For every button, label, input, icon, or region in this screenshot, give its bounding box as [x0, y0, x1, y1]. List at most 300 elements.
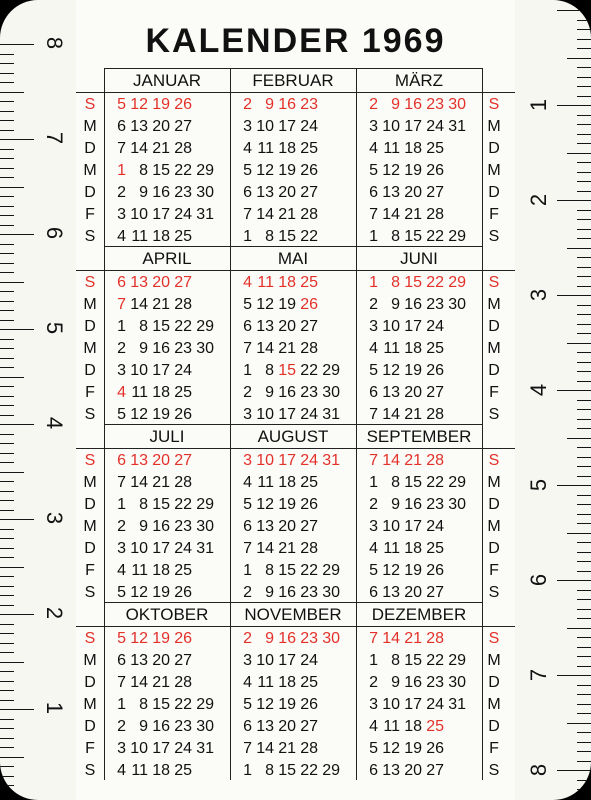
day-row: 4 11 18 25 [369, 140, 444, 157]
day-row: 7 14 21 28 [117, 296, 192, 313]
weekday-label: S [84, 274, 96, 291]
ruler-tick [567, 628, 591, 629]
ruler-tick [0, 263, 14, 264]
ruler-tick [567, 153, 591, 154]
ruler-tick [577, 134, 591, 135]
ruler-tick [0, 405, 14, 406]
ruler-tick [0, 728, 14, 729]
ruler-tick [567, 723, 591, 724]
day-row: 2 9 16 23 30 [117, 518, 214, 535]
ruler-tick [0, 282, 24, 283]
day-row: 4 11 18 25 [243, 140, 318, 157]
day-row: 4 11 18 25 [243, 474, 318, 491]
ruler-tick [0, 215, 14, 216]
ruler-tick [0, 158, 14, 159]
day-row: 4 11 18 25 [117, 562, 192, 579]
weekday-label: M [487, 118, 501, 135]
weekday-label: D [488, 318, 500, 335]
weekday-label: D [488, 540, 500, 557]
grid-hline [104, 68, 482, 69]
day-row: 5 12 19 26 [117, 630, 192, 647]
month-name: APRIL [142, 249, 192, 268]
ruler-tick [0, 567, 24, 568]
day-row: 3 10 17 24 31 [369, 118, 466, 135]
ruler-tick [577, 362, 591, 363]
weekday-label: S [84, 452, 96, 469]
ruler-tick [0, 386, 14, 387]
ruler-tick [577, 86, 591, 87]
ruler-tick [577, 466, 591, 467]
weekday-label: D [488, 674, 500, 691]
ruler-tick [0, 310, 14, 311]
day-row: 7 14 21 28 [369, 206, 444, 223]
ruler-tick [0, 177, 14, 178]
day-row: 3 10 17 24 [243, 652, 318, 669]
ruler-number: 5 [42, 321, 68, 335]
ruler-tick [577, 29, 591, 30]
day-row: 2 9 16 23 30 [369, 496, 466, 513]
ruler-tick [577, 476, 591, 477]
weekday-label: M [487, 652, 501, 669]
ruler-tick [0, 576, 14, 577]
ruler-tick [0, 234, 34, 235]
day-row: 2 9 16 23 30 [369, 296, 466, 313]
ruler-tick [0, 443, 14, 444]
ruler-number: 8 [42, 36, 68, 50]
ruler-tick [557, 295, 591, 296]
day-row: 7 14 21 28 [369, 630, 444, 647]
ruler-tick [577, 238, 591, 239]
ruler-tick [577, 96, 591, 97]
calendar-title: KALENDER 1969 [145, 22, 446, 60]
day-row: 6 13 20 27 [369, 184, 444, 201]
weekday-label: F [85, 740, 95, 757]
ruler-tick [577, 371, 591, 372]
weekday-label: D [84, 718, 96, 735]
ruler-tick [0, 510, 14, 511]
day-row: 2 9 16 23 30 [117, 184, 214, 201]
ruler-tick [0, 291, 14, 292]
ruler-tick [577, 400, 591, 401]
ruler-number: 5 [526, 478, 552, 492]
ruler-tick [577, 618, 591, 619]
ruler-tick [577, 77, 591, 78]
ruler-number: 7 [42, 131, 68, 145]
ruler-tick [577, 685, 591, 686]
day-row: 1 8 15 22 29 [369, 652, 466, 669]
ruler-tick [0, 329, 34, 330]
ruler-tick [577, 409, 591, 410]
day-row: 6 13 20 27 [243, 518, 318, 535]
grid-hline [76, 626, 515, 627]
day-row: 6 13 20 27 [117, 652, 192, 669]
weekday-label: F [85, 206, 95, 223]
ruler-tick [0, 377, 24, 378]
day-row: 5 12 19 26 [369, 362, 444, 379]
weekday-label: M [83, 340, 97, 357]
ruler-tick [577, 324, 591, 325]
ruler-tick [557, 675, 591, 676]
ruler-tick [0, 301, 14, 302]
weekday-label: M [487, 296, 501, 313]
weekday-label: M [487, 162, 501, 179]
ruler-tick [577, 789, 591, 790]
day-row: 2 9 16 23 30 [117, 340, 214, 357]
ruler-tick [0, 63, 14, 64]
ruler-tick [557, 10, 591, 11]
ruler-tick [577, 561, 591, 562]
ruler-tick [567, 248, 591, 249]
day-row: 2 9 16 23 30 [369, 674, 466, 691]
ruler-number: 8 [526, 763, 552, 777]
ruler-tick [0, 557, 14, 558]
weekday-label: M [83, 696, 97, 713]
weekday-label: M [83, 118, 97, 135]
ruler-tick [577, 352, 591, 353]
day-row: 1 8 15 22 29 [243, 362, 340, 379]
weekday-label: F [85, 562, 95, 579]
ruler-tick [0, 795, 14, 796]
day-row: 3 10 17 24 31 [243, 452, 340, 469]
ruler-tick [0, 662, 24, 663]
month-name: MÄRZ [394, 71, 444, 90]
weekday-label: S [84, 630, 96, 647]
ruler-tick [0, 519, 34, 520]
ruler-tick [0, 529, 14, 530]
day-row: 4 11 18 25 [369, 540, 444, 557]
ruler-tick [0, 187, 24, 188]
ruler-tick [0, 272, 14, 273]
ruler-tick [0, 139, 34, 140]
ruler-tick [0, 149, 14, 150]
ruler-tick [0, 652, 14, 653]
ruler-tick [557, 485, 591, 486]
ruler-tick [0, 244, 14, 245]
ruler-tick [557, 770, 591, 771]
day-row: 1 8 15 22 29 [243, 762, 340, 779]
grid-hline [104, 424, 482, 425]
day-row: 5 12 19 26 [369, 162, 444, 179]
weekday-label: M [83, 518, 97, 535]
month-name: AUGUST [257, 427, 329, 446]
ruler-tick [0, 434, 14, 435]
day-row: 4 11 18 25 [243, 274, 318, 291]
ruler-tick [577, 704, 591, 705]
month-name: SEPTEMBER [366, 427, 472, 446]
ruler-tick [557, 200, 591, 201]
weekday-label: S [488, 584, 500, 601]
ruler-tick [577, 229, 591, 230]
ruler-tick [567, 438, 591, 439]
day-row: 1 8 15 22 29 [117, 318, 214, 335]
grid-hline [104, 246, 482, 247]
ruler-tick [567, 343, 591, 344]
month-name: MAI [277, 249, 309, 268]
weekday-label: S [488, 406, 500, 423]
ruler-tick [0, 500, 14, 501]
ruler-number: 1 [526, 98, 552, 112]
day-row: 4 11 18 25 [117, 384, 192, 401]
ruler-tick [567, 58, 591, 59]
weekday-label: S [84, 584, 96, 601]
day-row: 1 8 15 22 29 [117, 696, 214, 713]
day-row: 3 10 17 24 [117, 362, 192, 379]
weekday-label: D [84, 674, 96, 691]
ruler-tick [577, 599, 591, 600]
day-row: 5 12 19 26 [117, 96, 192, 113]
ruler-tick [577, 191, 591, 192]
weekday-label: M [487, 696, 501, 713]
ruler-tick [577, 67, 591, 68]
day-row: 3 10 17 24 [369, 518, 444, 535]
day-row: 5 12 19 26 [243, 696, 318, 713]
ruler-tick [577, 742, 591, 743]
weekday-label: S [488, 274, 500, 291]
ruler-tick [577, 552, 591, 553]
ruler-tick [0, 776, 14, 777]
ruler-tick [0, 719, 14, 720]
weekday-label: M [487, 518, 501, 535]
grid-hline [76, 92, 515, 93]
ruler-tick [0, 358, 14, 359]
day-row: 1 8 15 22 29 [243, 562, 340, 579]
ruler-number: 2 [42, 606, 68, 620]
weekday-label: S [488, 630, 500, 647]
weekday-label: D [84, 140, 96, 157]
ruler-tick [0, 595, 14, 596]
weekday-label: M [83, 162, 97, 179]
day-row: 3 10 17 24 [243, 118, 318, 135]
day-row: 7 14 21 28 [369, 452, 444, 469]
ruler-tick [0, 453, 14, 454]
day-row: 4 11 18 25 [243, 674, 318, 691]
ruler-tick [0, 130, 14, 131]
month-name: NOVEMBER [244, 605, 342, 624]
day-row: 5 12 19 26 [369, 562, 444, 579]
weekday-label: M [487, 340, 501, 357]
month-name: JUNI [400, 249, 438, 268]
calendar-body [76, 0, 515, 800]
ruler-tick [0, 548, 14, 549]
day-row: 6 13 20 27 [369, 762, 444, 779]
ruler-tick [577, 523, 591, 524]
grid-hline [76, 270, 515, 271]
ruler-number: 3 [526, 288, 552, 302]
day-row: 4 11 18 25 [369, 340, 444, 357]
weekday-label: M [83, 474, 97, 491]
day-row: 1 8 15 22 29 [369, 274, 466, 291]
day-row: 7 14 21 28 [117, 674, 192, 691]
ruler-tick [577, 542, 591, 543]
weekday-label: D [488, 496, 500, 513]
ruler-tick [577, 447, 591, 448]
weekday-label: F [85, 384, 95, 401]
ruler-number: 6 [42, 226, 68, 240]
day-row: 3 10 17 24 31 [369, 696, 466, 713]
ruler-tick [0, 424, 34, 425]
ruler-tick [0, 681, 14, 682]
day-row: 4 11 18 25 [117, 228, 192, 245]
ruler-tick [577, 656, 591, 657]
grid-vline [482, 68, 483, 780]
weekday-label: F [489, 740, 499, 757]
ruler-tick [577, 419, 591, 420]
day-row: 1 8 15 22 29 [369, 228, 466, 245]
ruler-tick [0, 101, 14, 102]
day-row: 3 10 17 24 31 [117, 540, 214, 557]
ruler-number: 4 [526, 383, 552, 397]
weekday-label: M [487, 474, 501, 491]
day-row: 7 14 21 28 [369, 406, 444, 423]
day-row: 7 14 21 28 [243, 206, 318, 223]
ruler-tick [0, 747, 14, 748]
ruler-right [515, 0, 591, 800]
weekday-label: D [488, 718, 500, 735]
day-row: 3 10 17 24 31 [117, 740, 214, 757]
ruler-tick [577, 495, 591, 496]
ruler-tick [577, 457, 591, 458]
weekday-label: D [84, 318, 96, 335]
ruler-tick [557, 390, 591, 391]
weekday-label: D [84, 184, 96, 201]
ruler-tick [577, 305, 591, 306]
day-row: 2 9 16 23 30 [243, 384, 340, 401]
ruler-tick [0, 415, 14, 416]
ruler-tick [0, 54, 14, 55]
ruler-tick [577, 637, 591, 638]
ruler-tick [577, 267, 591, 268]
weekday-label: D [488, 184, 500, 201]
day-row: 3 10 17 24 [369, 318, 444, 335]
day-row: 2 9 16 23 30 [369, 96, 466, 113]
day-row: 6 13 20 27 [243, 718, 318, 735]
day-row: 3 10 17 24 31 [117, 206, 214, 223]
weekday-label: D [84, 496, 96, 513]
ruler-tick [577, 286, 591, 287]
ruler-tick [0, 120, 14, 121]
month-name: DEZEMBER [371, 605, 467, 624]
month-name: FEBRUAR [252, 71, 334, 90]
ruler-number: 4 [42, 416, 68, 430]
ruler-tick [577, 751, 591, 752]
weekday-label: M [83, 296, 97, 313]
ruler-tick [577, 210, 591, 211]
ruler-tick [0, 367, 14, 368]
ruler-tick [577, 504, 591, 505]
ruler-tick [0, 700, 14, 701]
ruler-tick [0, 111, 14, 112]
ruler-tick [577, 428, 591, 429]
ruler-tick [0, 168, 14, 169]
ruler-tick [577, 219, 591, 220]
ruler-tick [577, 162, 591, 163]
weekday-label: F [489, 562, 499, 579]
weekday-label: S [488, 452, 500, 469]
ruler-tick [0, 396, 14, 397]
ruler-tick [0, 481, 14, 482]
day-row: 6 13 20 27 [243, 318, 318, 335]
ruler-tick [0, 538, 14, 539]
ruler-number: 6 [526, 573, 552, 587]
weekday-label: S [84, 96, 96, 113]
ruler-tick [567, 533, 591, 534]
grid-hline [104, 602, 482, 603]
ruler-tick [0, 605, 14, 606]
weekday-label: D [488, 140, 500, 157]
ruler-tick [0, 225, 14, 226]
weekday-label: D [488, 362, 500, 379]
month-name: JANUAR [132, 71, 201, 90]
ruler-tick [0, 690, 14, 691]
ruler-tick [0, 491, 14, 492]
ruler-tick [0, 671, 14, 672]
ruler-tick [0, 339, 14, 340]
day-row: 7 14 21 28 [117, 474, 192, 491]
day-row: 6 13 20 27 [117, 452, 192, 469]
ruler-tick [577, 20, 591, 21]
ruler-tick [0, 196, 14, 197]
weekday-label: F [489, 206, 499, 223]
ruler-tick [577, 124, 591, 125]
ruler-tick [0, 709, 34, 710]
day-row: 1 8 15 22 29 [369, 474, 466, 491]
day-row: 5 12 19 26 [369, 740, 444, 757]
month-name: OKTOBER [125, 605, 209, 624]
ruler-tick [577, 115, 591, 116]
day-row: 2 9 16 23 30 [243, 630, 340, 647]
day-row: 7 14 21 28 [243, 740, 318, 757]
weekday-label: D [84, 362, 96, 379]
ruler-tick [0, 82, 14, 83]
ruler-tick [0, 785, 14, 786]
ruler-tick [577, 276, 591, 277]
ruler-number: 1 [42, 701, 68, 715]
ruler-tick [577, 381, 591, 382]
day-row: 6 13 20 27 [369, 384, 444, 401]
weekday-label: S [84, 762, 96, 779]
ruler-tick [577, 514, 591, 515]
ruler-tick [577, 713, 591, 714]
day-row: 5 12 19 26 [117, 406, 192, 423]
day-row: 1 8 15 22 [243, 228, 318, 245]
weekday-label: S [488, 228, 500, 245]
ruler-tick [0, 633, 14, 634]
ruler-tick [0, 206, 14, 207]
ruler-tick [0, 73, 14, 74]
ruler-tick [0, 586, 14, 587]
ruler-tick [0, 624, 14, 625]
ruler-tick [577, 609, 591, 610]
month-name: JULI [149, 427, 185, 446]
day-row: 7 14 21 28 [243, 340, 318, 357]
ruler-tick [0, 643, 14, 644]
weekday-label: S [488, 762, 500, 779]
ruler-tick [577, 143, 591, 144]
day-row: 2 9 16 23 [243, 96, 318, 113]
day-row: 5 12 19 26 [243, 496, 318, 513]
day-row: 6 13 20 27 [117, 274, 192, 291]
day-row: 7 14 21 28 [243, 540, 318, 557]
ruler-tick [577, 181, 591, 182]
ruler-tick [577, 732, 591, 733]
day-row: 2 9 16 23 30 [243, 584, 340, 601]
day-row: 6 13 20 27 [369, 584, 444, 601]
ruler-tick [0, 472, 24, 473]
ruler-tick [577, 761, 591, 762]
grid-hline [76, 448, 515, 449]
ruler-tick [0, 462, 14, 463]
ruler-tick [577, 694, 591, 695]
